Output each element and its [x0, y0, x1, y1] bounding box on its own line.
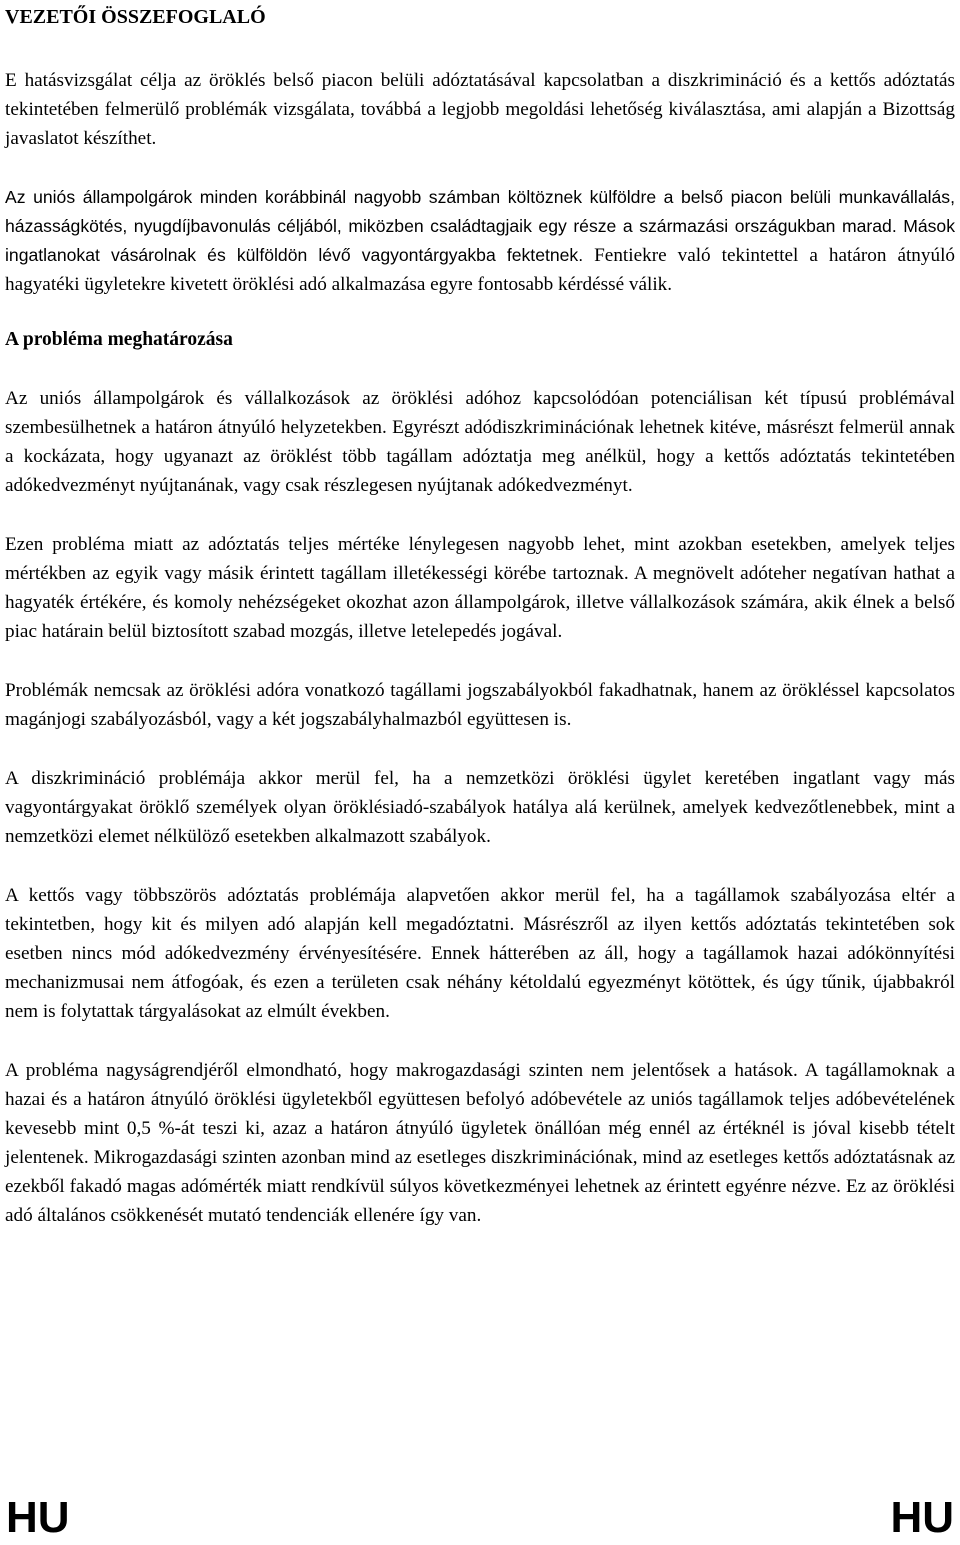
- paragraph-mobility-part-b: Mások ingatlanokat vásárolnak és külföldön lévő vagyontárgyakba fektetnek.: [5, 216, 956, 265]
- paragraph-mobility-part-a: Az uniós állampolgárok minden korábbinál nagyobb számban költöznek külföldre a belső piacon belüli munkavállalás, házasságkötés, nyugdíjbavonulás céljából, miközben családtagjaik egy része a származási országukban marad.: [5, 187, 955, 236]
- paragraph-problem-types: Az uniós állampolgárok és vállalkozások az öröklési adóhoz kapcsolódóan potenciálisan két típusú problémával szembesülhetnek a határon átnyúló helyzetekben. Egyrészt adódiszkriminációnak lehetnek kitéve, másrészt felmerül annak a kockázata, hogy ugyanazt az öröklést több tagállam adóztatja meg anélkül, hogy a kettős adóztatás tekintetében adókedvezményt nyújtanának, vagy csak részlegesen nyújtanak adókedvezményt.: [5, 388, 955, 496]
- paragraph-magnitude: A probléma nagyságrendjéről elmondható, hogy makrogazdasági szinten nem jelentősek a hatások. A tagállamoknak a hazai és a határon átnyúló öröklési ügyletekből együttesen befolyó adóbevétele az uniós tagállamok teljes adóbevételének kevesebb mint 0,5 %-át teszi ki, azaz a határon átnyúló ügyletek önállóan még ennél az értéknél is jóval kisebb tételt jelentenek. Mikrogazdasági szinten azonban mind az esetleges diszkriminációnak, mind az esetleges kettős adóztatásnak az ezekből fakadó magas adómérték miatt rendkívül súlyos következményei lehetnek az érintett egyénre nézve. Ez az öröklési adó általános csökkenését mutató tendenciák ellenére így van.: [5, 1060, 955, 1226]
- paragraph-discrimination: A diszkrimináció problémája akkor merül fel, ha a nemzetközi öröklési ügylet keretében ingatlant vagy más vagyontárgyakat öröklő személyek olyan öröklésiadó-szabályok hatálya alá kerülnek, amelyek kedvezőtlenebbek, mint a nemzetközi elemet nélkülöző esetekben alkalmazott szabályok.: [5, 768, 955, 847]
- document-title: VEZETŐI ÖSSZEFOGLALÓ: [5, 6, 266, 28]
- section-heading-problem: A probléma meghatározása: [5, 329, 233, 350]
- paragraph-tax-burden: Ezen probléma miatt az adóztatás teljes mértéke lénylegesen nagyobb lehet, mint azokban esetekben, amelyek teljes mértékben az egyik vagy másik érintett tagállam illetékességi körébe tartoznak. A megnövelt adóteher negatívan hathat a hagyaték értékére, és komoly nehézségeket okozhat azon állampolgárok, illetve vállalkozások számára, akik élnek a belső piac határain belül biztosított szabad mozgás, illetve letelepedés jogával.: [5, 534, 955, 642]
- footer-language-left: HU: [6, 1493, 70, 1542]
- document-page: [5, 0, 955, 1230]
- footer-language-right: HU: [890, 1493, 954, 1542]
- paragraph-mobility-part-c: Fentiekre való tekintettel a határon átnyúló hagyatéki ügyletekre kivetett öröklési adó alkalmazása egyre fontosabb kérdéssé válik.: [5, 245, 955, 295]
- paragraph-purpose: E hatásvizsgálat célja az öröklés belső piacon belüli adóztatásával kapcsolatban a diszkrimináció és a kettős adóztatás tekintetében felmerülő problémák vizsgálata, továbbá a legjobb megoldási lehetőség kiválasztása, ami alapján a Bizottság javaslatot készíthet.: [5, 70, 955, 149]
- paragraph-legal-sources: Problémák nemcsak az öröklési adóra vonatkozó tagállami jogszabályokból fakadhatnak, hanem az örökléssel kapcsolatos magánjogi szabályozásból, vagy a két jogszabályhalmazból együttesen is.: [5, 680, 955, 730]
- paragraph-mobility: [5, 183, 955, 299]
- paragraph-double-taxation: A kettős vagy többszörös adóztatás problémája alapvetően akkor merül fel, ha a tagállamok szabályozása eltér a tekintetben, hogy kit és milyen adó alapján kell megadóztatni. Másrészről az ilyen kettős adóztatás tekintetében sok esetben nincs mód adókedvezmény érvényesítésére. Ennek hátterében az áll, hogy a tagállamok hazai adókönnyítési mechanizmusai nem átfogóak, és ezen a területen csak néhány kétoldalú egyezményt kötöttek, és úgy tűnik, újabbakról nem is folytattak tárgyalásokat az elmúlt években.: [5, 885, 955, 1022]
